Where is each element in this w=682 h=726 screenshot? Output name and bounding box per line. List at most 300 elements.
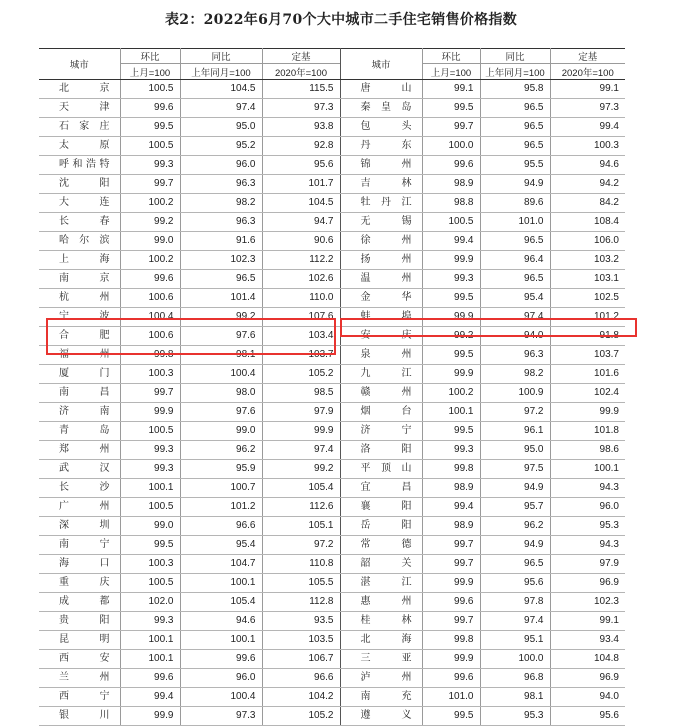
city-name-cell: 南宁 bbox=[39, 536, 120, 555]
mom-header: 环比 bbox=[422, 49, 480, 64]
base-index-cell: 102.4 bbox=[550, 384, 625, 403]
yoy-index-cell: 96.5 bbox=[480, 270, 550, 289]
table-row bbox=[39, 422, 625, 441]
city-name-cell: 韶关 bbox=[340, 555, 422, 574]
city-column-header: 城市 bbox=[39, 49, 120, 80]
base-index-cell: 102.5 bbox=[550, 289, 625, 308]
base-index-cell: 90.6 bbox=[262, 232, 340, 251]
yoy-index-cell: 99.6 bbox=[180, 650, 262, 669]
yoy-index-cell: 91.6 bbox=[180, 232, 262, 251]
table-row bbox=[39, 688, 625, 707]
table-row bbox=[39, 479, 625, 498]
mom-index-cell: 99.6 bbox=[422, 156, 480, 175]
base-index-cell: 98.6 bbox=[550, 441, 625, 460]
city-name-cell: 惠州 bbox=[340, 593, 422, 612]
city-name-cell: 湛江 bbox=[340, 574, 422, 593]
mom-index-cell: 99.5 bbox=[422, 422, 480, 441]
yoy-index-cell: 95.7 bbox=[480, 498, 550, 517]
yoy-index-cell: 89.6 bbox=[480, 194, 550, 213]
yoy-index-cell: 95.0 bbox=[480, 441, 550, 460]
base-index-cell: 105.4 bbox=[262, 479, 340, 498]
mom-index-cell: 99.6 bbox=[120, 99, 180, 118]
yoy-index-cell: 100.1 bbox=[180, 574, 262, 593]
city-name-cell: 蚌埠 bbox=[340, 308, 422, 327]
base-index-cell: 105.2 bbox=[262, 365, 340, 384]
city-name-cell: 海口 bbox=[39, 555, 120, 574]
base-header: 定基 bbox=[550, 49, 625, 64]
yoy-index-cell: 97.4 bbox=[480, 612, 550, 631]
city-name-cell: 贵阳 bbox=[39, 612, 120, 631]
city-name-cell: 郑州 bbox=[39, 441, 120, 460]
mom-index-cell: 99.3 bbox=[422, 270, 480, 289]
mom-index-cell: 99.3 bbox=[120, 612, 180, 631]
table-row bbox=[39, 156, 625, 175]
yoy-index-cell: 101.0 bbox=[480, 213, 550, 232]
base-index-cell: 96.6 bbox=[262, 669, 340, 688]
city-name-cell: 锦州 bbox=[340, 156, 422, 175]
mom-index-cell: 100.6 bbox=[120, 289, 180, 308]
base-index-cell: 106.0 bbox=[550, 232, 625, 251]
city-column-header: 城市 bbox=[340, 49, 422, 80]
table-row bbox=[39, 327, 625, 346]
city-name-cell: 无锡 bbox=[340, 213, 422, 232]
yoy-index-cell: 100.9 bbox=[480, 384, 550, 403]
yoy-index-cell: 97.2 bbox=[480, 403, 550, 422]
mom-index-cell: 99.6 bbox=[120, 669, 180, 688]
mom-index-cell: 100.3 bbox=[120, 555, 180, 574]
mom-index-cell: 99.6 bbox=[422, 593, 480, 612]
base-index-cell: 101.2 bbox=[550, 308, 625, 327]
base-index-cell: 102.3 bbox=[550, 593, 625, 612]
yoy-index-cell: 98.1 bbox=[180, 346, 262, 365]
yoy-index-cell: 96.5 bbox=[480, 118, 550, 137]
base-index-cell: 91.8 bbox=[550, 327, 625, 346]
table-row bbox=[39, 365, 625, 384]
mom-index-cell: 100.0 bbox=[422, 137, 480, 156]
table-row bbox=[39, 517, 625, 536]
base-index-cell: 108.4 bbox=[550, 213, 625, 232]
mom-index-cell: 99.7 bbox=[422, 612, 480, 631]
mom-index-cell: 98.9 bbox=[422, 175, 480, 194]
yoy-header: 同比 bbox=[480, 49, 550, 64]
base-index-cell: 95.6 bbox=[262, 156, 340, 175]
city-name-cell: 秦皇岛 bbox=[340, 99, 422, 118]
mom-index-cell: 100.5 bbox=[120, 137, 180, 156]
table-row bbox=[39, 574, 625, 593]
yoy-index-cell: 95.4 bbox=[180, 536, 262, 555]
fixed-base-header: 2020年=100 bbox=[550, 64, 625, 80]
base-index-cell: 103.5 bbox=[262, 631, 340, 650]
city-name-cell: 青岛 bbox=[39, 422, 120, 441]
base-index-cell: 112.2 bbox=[262, 251, 340, 270]
city-name-cell: 武汉 bbox=[39, 460, 120, 479]
yoy-index-cell: 99.0 bbox=[180, 422, 262, 441]
yoy-index-cell: 100.0 bbox=[480, 650, 550, 669]
mom-index-cell: 99.9 bbox=[422, 365, 480, 384]
base-index-cell: 112.8 bbox=[262, 593, 340, 612]
table-row bbox=[39, 650, 625, 669]
city-name-cell: 合肥 bbox=[39, 327, 120, 346]
mom-index-cell: 99.0 bbox=[120, 232, 180, 251]
mom-index-cell: 99.9 bbox=[422, 574, 480, 593]
table-row bbox=[39, 308, 625, 327]
mom-index-cell: 99.7 bbox=[422, 118, 480, 137]
base-index-cell: 103.1 bbox=[550, 270, 625, 289]
city-name-cell: 福州 bbox=[39, 346, 120, 365]
yoy-index-cell: 97.5 bbox=[480, 460, 550, 479]
mom-index-cell: 99.7 bbox=[422, 536, 480, 555]
city-name-cell: 金华 bbox=[340, 289, 422, 308]
mom-index-cell: 99.6 bbox=[120, 270, 180, 289]
yoy-index-cell: 100.4 bbox=[180, 365, 262, 384]
yoy-index-cell: 96.0 bbox=[180, 669, 262, 688]
city-name-cell: 深圳 bbox=[39, 517, 120, 536]
city-name-cell: 天津 bbox=[39, 99, 120, 118]
table-row bbox=[39, 289, 625, 308]
table-row bbox=[39, 384, 625, 403]
mom-index-cell: 100.1 bbox=[120, 650, 180, 669]
mom-index-cell: 99.5 bbox=[120, 536, 180, 555]
yoy-index-cell: 100.7 bbox=[180, 479, 262, 498]
table-row bbox=[39, 137, 625, 156]
city-name-cell: 烟台 bbox=[340, 403, 422, 422]
mom-index-cell: 99.0 bbox=[120, 517, 180, 536]
mom-index-cell: 99.5 bbox=[422, 289, 480, 308]
city-name-cell: 宜昌 bbox=[340, 479, 422, 498]
mom-index-cell: 99.4 bbox=[422, 498, 480, 517]
yoy-index-cell: 96.2 bbox=[180, 441, 262, 460]
yoy-index-cell: 96.0 bbox=[180, 156, 262, 175]
table-row bbox=[39, 213, 625, 232]
mom-index-cell: 100.5 bbox=[120, 574, 180, 593]
city-name-cell: 常德 bbox=[340, 536, 422, 555]
mom-index-cell: 99.2 bbox=[422, 327, 480, 346]
base-index-cell: 97.3 bbox=[550, 99, 625, 118]
mom-index-cell: 100.1 bbox=[120, 479, 180, 498]
mom-index-cell: 99.7 bbox=[120, 175, 180, 194]
city-name-cell: 北海 bbox=[340, 631, 422, 650]
mom-index-cell: 99.3 bbox=[120, 441, 180, 460]
base-index-cell: 101.7 bbox=[262, 175, 340, 194]
base-index-cell: 101.6 bbox=[550, 365, 625, 384]
base-index-cell: 101.8 bbox=[550, 422, 625, 441]
yoy-index-cell: 95.4 bbox=[480, 289, 550, 308]
base-index-cell: 106.7 bbox=[262, 650, 340, 669]
yoy-index-cell: 97.4 bbox=[180, 99, 262, 118]
yoy-index-cell: 96.5 bbox=[480, 232, 550, 251]
city-name-cell: 重庆 bbox=[39, 574, 120, 593]
base-index-cell: 94.0 bbox=[550, 688, 625, 707]
mom-index-cell: 99.8 bbox=[422, 460, 480, 479]
base-index-cell: 94.3 bbox=[550, 536, 625, 555]
yoy-base-header: 上年同月=100 bbox=[480, 64, 550, 80]
city-name-cell: 岳阳 bbox=[340, 517, 422, 536]
mom-index-cell: 99.4 bbox=[422, 232, 480, 251]
base-index-cell: 96.0 bbox=[550, 498, 625, 517]
mom-index-cell: 99.2 bbox=[120, 213, 180, 232]
base-index-cell: 93.4 bbox=[550, 631, 625, 650]
mom-index-cell: 99.9 bbox=[120, 707, 180, 726]
table-row bbox=[39, 593, 625, 612]
yoy-index-cell: 94.6 bbox=[180, 612, 262, 631]
city-name-cell: 赣州 bbox=[340, 384, 422, 403]
base-index-cell: 97.9 bbox=[550, 555, 625, 574]
base-index-cell: 97.9 bbox=[262, 403, 340, 422]
city-name-cell: 西宁 bbox=[39, 688, 120, 707]
yoy-index-cell: 94.9 bbox=[480, 536, 550, 555]
yoy-index-cell: 97.3 bbox=[180, 707, 262, 726]
mom-index-cell: 100.5 bbox=[120, 498, 180, 517]
mom-index-cell: 100.5 bbox=[422, 213, 480, 232]
mom-index-cell: 99.9 bbox=[422, 308, 480, 327]
yoy-index-cell: 94.9 bbox=[480, 479, 550, 498]
base-index-cell: 104.2 bbox=[262, 688, 340, 707]
base-header: 定基 bbox=[262, 49, 340, 64]
mom-index-cell: 99.1 bbox=[422, 80, 480, 99]
mom-index-cell: 100.2 bbox=[120, 194, 180, 213]
yoy-index-cell: 96.5 bbox=[480, 555, 550, 574]
mom-index-cell: 99.5 bbox=[422, 707, 480, 726]
mom-index-cell: 100.4 bbox=[120, 308, 180, 327]
base-index-cell: 92.8 bbox=[262, 137, 340, 156]
mom-index-cell: 101.0 bbox=[422, 688, 480, 707]
base-index-cell: 105.1 bbox=[262, 517, 340, 536]
base-index-cell: 105.2 bbox=[262, 707, 340, 726]
yoy-index-cell: 98.1 bbox=[480, 688, 550, 707]
mom-index-cell: 100.6 bbox=[120, 327, 180, 346]
mom-index-cell: 98.9 bbox=[422, 517, 480, 536]
base-index-cell: 99.1 bbox=[550, 612, 625, 631]
mom-base-header: 上月=100 bbox=[422, 64, 480, 80]
city-name-cell: 北京 bbox=[39, 80, 120, 99]
yoy-index-cell: 97.6 bbox=[180, 403, 262, 422]
mom-index-cell: 100.2 bbox=[422, 384, 480, 403]
city-name-cell: 宁波 bbox=[39, 308, 120, 327]
mom-index-cell: 102.0 bbox=[120, 593, 180, 612]
mom-index-cell: 99.7 bbox=[422, 555, 480, 574]
base-index-cell: 94.7 bbox=[262, 213, 340, 232]
city-name-cell: 昆明 bbox=[39, 631, 120, 650]
city-name-cell: 洛阳 bbox=[340, 441, 422, 460]
yoy-index-cell: 96.5 bbox=[480, 99, 550, 118]
base-index-cell: 94.3 bbox=[550, 479, 625, 498]
base-index-cell: 95.3 bbox=[550, 517, 625, 536]
base-index-cell: 96.9 bbox=[550, 669, 625, 688]
city-name-cell: 唐山 bbox=[340, 80, 422, 99]
table-row bbox=[39, 536, 625, 555]
yoy-index-cell: 95.6 bbox=[480, 574, 550, 593]
base-index-cell: 93.5 bbox=[262, 612, 340, 631]
yoy-index-cell: 96.3 bbox=[480, 346, 550, 365]
base-index-cell: 94.2 bbox=[550, 175, 625, 194]
yoy-header: 同比 bbox=[180, 49, 262, 64]
table-row bbox=[39, 270, 625, 289]
yoy-index-cell: 98.0 bbox=[180, 384, 262, 403]
base-index-cell: 95.6 bbox=[550, 707, 625, 726]
mom-index-cell: 99.9 bbox=[422, 251, 480, 270]
yoy-index-cell: 95.1 bbox=[480, 631, 550, 650]
base-index-cell: 99.2 bbox=[262, 460, 340, 479]
table-row bbox=[39, 80, 625, 99]
base-index-cell: 112.6 bbox=[262, 498, 340, 517]
base-index-cell: 99.1 bbox=[550, 80, 625, 99]
city-name-cell: 西安 bbox=[39, 650, 120, 669]
table-row bbox=[39, 99, 625, 118]
city-name-cell: 三亚 bbox=[340, 650, 422, 669]
city-name-cell: 南充 bbox=[340, 688, 422, 707]
city-name-cell: 呼和浩特 bbox=[39, 156, 120, 175]
base-index-cell: 94.6 bbox=[550, 156, 625, 175]
yoy-index-cell: 100.4 bbox=[180, 688, 262, 707]
city-name-cell: 济南 bbox=[39, 403, 120, 422]
yoy-index-cell: 97.4 bbox=[480, 308, 550, 327]
base-index-cell: 99.9 bbox=[550, 403, 625, 422]
base-index-cell: 99.4 bbox=[550, 118, 625, 137]
yoy-index-cell: 104.5 bbox=[180, 80, 262, 99]
table-row bbox=[39, 251, 625, 270]
table-row bbox=[39, 232, 625, 251]
yoy-index-cell: 96.4 bbox=[480, 251, 550, 270]
yoy-index-cell: 101.4 bbox=[180, 289, 262, 308]
mom-index-cell: 98.9 bbox=[422, 479, 480, 498]
price-index-table bbox=[39, 48, 625, 726]
table-row bbox=[39, 460, 625, 479]
yoy-index-cell: 101.2 bbox=[180, 498, 262, 517]
base-index-cell: 115.5 bbox=[262, 80, 340, 99]
mom-header: 环比 bbox=[120, 49, 180, 64]
mom-index-cell: 99.5 bbox=[422, 346, 480, 365]
city-name-cell: 丹东 bbox=[340, 137, 422, 156]
yoy-index-cell: 100.1 bbox=[180, 631, 262, 650]
table-row bbox=[39, 555, 625, 574]
table-row bbox=[39, 403, 625, 422]
base-index-cell: 110.0 bbox=[262, 289, 340, 308]
table-row bbox=[39, 669, 625, 688]
table-row bbox=[39, 175, 625, 194]
base-index-cell: 103.7 bbox=[550, 346, 625, 365]
yoy-index-cell: 97.6 bbox=[180, 327, 262, 346]
base-index-cell: 93.8 bbox=[262, 118, 340, 137]
yoy-index-cell: 98.2 bbox=[480, 365, 550, 384]
city-name-cell: 安庆 bbox=[340, 327, 422, 346]
base-index-cell: 100.1 bbox=[550, 460, 625, 479]
yoy-index-cell: 96.6 bbox=[180, 517, 262, 536]
city-name-cell: 沈阳 bbox=[39, 175, 120, 194]
city-name-cell: 广州 bbox=[39, 498, 120, 517]
city-name-cell: 石家庄 bbox=[39, 118, 120, 137]
yoy-index-cell: 95.0 bbox=[180, 118, 262, 137]
city-name-cell: 太原 bbox=[39, 137, 120, 156]
mom-index-cell: 99.4 bbox=[120, 688, 180, 707]
table-row bbox=[39, 612, 625, 631]
city-name-cell: 泸州 bbox=[340, 669, 422, 688]
base-index-cell: 99.9 bbox=[262, 422, 340, 441]
mom-index-cell: 99.3 bbox=[120, 460, 180, 479]
base-index-cell: 104.5 bbox=[262, 194, 340, 213]
city-name-cell: 吉林 bbox=[340, 175, 422, 194]
base-index-cell: 107.6 bbox=[262, 308, 340, 327]
city-name-cell: 成都 bbox=[39, 593, 120, 612]
base-index-cell: 102.6 bbox=[262, 270, 340, 289]
base-index-cell: 110.8 bbox=[262, 555, 340, 574]
base-index-cell: 84.2 bbox=[550, 194, 625, 213]
table-row bbox=[39, 118, 625, 137]
base-index-cell: 105.5 bbox=[262, 574, 340, 593]
mom-index-cell: 99.9 bbox=[422, 650, 480, 669]
city-name-cell: 平顶山 bbox=[340, 460, 422, 479]
yoy-index-cell: 96.2 bbox=[480, 517, 550, 536]
mom-index-cell: 98.8 bbox=[422, 194, 480, 213]
city-name-cell: 牡丹江 bbox=[340, 194, 422, 213]
city-name-cell: 厦门 bbox=[39, 365, 120, 384]
city-name-cell: 济宁 bbox=[340, 422, 422, 441]
yoy-index-cell: 98.2 bbox=[180, 194, 262, 213]
fixed-base-header: 2020年=100 bbox=[262, 64, 340, 80]
yoy-index-cell: 96.3 bbox=[180, 213, 262, 232]
mom-index-cell: 100.3 bbox=[120, 365, 180, 384]
city-name-cell: 银川 bbox=[39, 707, 120, 726]
city-name-cell: 大连 bbox=[39, 194, 120, 213]
base-index-cell: 104.8 bbox=[550, 650, 625, 669]
mom-index-cell: 100.5 bbox=[120, 422, 180, 441]
yoy-index-cell: 102.3 bbox=[180, 251, 262, 270]
base-index-cell: 97.2 bbox=[262, 536, 340, 555]
base-index-cell: 103.4 bbox=[262, 327, 340, 346]
yoy-index-cell: 95.2 bbox=[180, 137, 262, 156]
mom-index-cell: 100.2 bbox=[120, 251, 180, 270]
yoy-index-cell: 94.0 bbox=[480, 327, 550, 346]
city-name-cell: 桂林 bbox=[340, 612, 422, 631]
base-index-cell: 97.3 bbox=[262, 99, 340, 118]
city-name-cell: 九江 bbox=[340, 365, 422, 384]
city-name-cell: 长沙 bbox=[39, 479, 120, 498]
table-row bbox=[39, 707, 625, 726]
city-name-cell: 哈尔滨 bbox=[39, 232, 120, 251]
yoy-index-cell: 95.5 bbox=[480, 156, 550, 175]
yoy-index-cell: 96.8 bbox=[480, 669, 550, 688]
city-name-cell: 襄阳 bbox=[340, 498, 422, 517]
table-body bbox=[39, 80, 625, 726]
base-index-cell: 98.5 bbox=[262, 384, 340, 403]
mom-index-cell: 100.5 bbox=[120, 80, 180, 99]
table-title: 表2：2022年6月70个大中城市二手住宅销售价格指数 bbox=[164, 12, 518, 28]
yoy-index-cell: 94.9 bbox=[480, 175, 550, 194]
city-name-cell: 南昌 bbox=[39, 384, 120, 403]
city-name-cell: 包头 bbox=[340, 118, 422, 137]
yoy-index-cell: 105.4 bbox=[180, 593, 262, 612]
city-name-cell: 徐州 bbox=[340, 232, 422, 251]
yoy-index-cell: 96.1 bbox=[480, 422, 550, 441]
mom-index-cell: 99.5 bbox=[422, 99, 480, 118]
yoy-index-cell: 104.7 bbox=[180, 555, 262, 574]
mom-index-cell: 99.3 bbox=[422, 441, 480, 460]
table-row bbox=[39, 441, 625, 460]
yoy-index-cell: 97.8 bbox=[480, 593, 550, 612]
city-name-cell: 南京 bbox=[39, 270, 120, 289]
mom-index-cell: 99.6 bbox=[422, 669, 480, 688]
mom-index-cell: 100.1 bbox=[120, 631, 180, 650]
yoy-index-cell: 95.8 bbox=[480, 80, 550, 99]
yoy-index-cell: 96.3 bbox=[180, 175, 262, 194]
table-row bbox=[39, 346, 625, 365]
mom-index-cell: 99.9 bbox=[120, 403, 180, 422]
header-row-bases bbox=[39, 64, 625, 80]
base-index-cell: 100.3 bbox=[550, 137, 625, 156]
city-name-cell: 兰州 bbox=[39, 669, 120, 688]
mom-index-cell: 99.8 bbox=[422, 631, 480, 650]
base-index-cell: 97.4 bbox=[262, 441, 340, 460]
yoy-index-cell: 95.3 bbox=[480, 707, 550, 726]
